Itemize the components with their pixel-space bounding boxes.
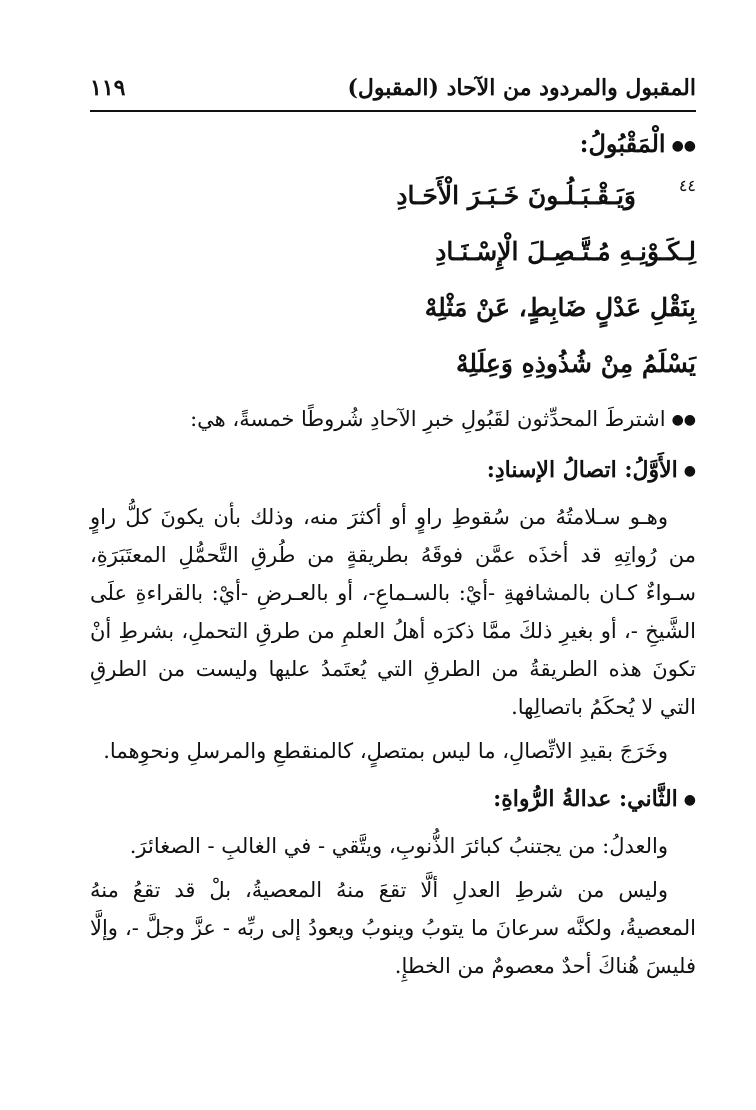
paragraph: وليس من شرطِ العدلِ ألَّا تقعَ منهُ المعصيةُ، بلْ قد تقعُ منهُ المعصيةُ، ولكنَّه سرعانَ ما يتوبُ وينوبُ ويعودُ إلى ربِّه - عزَّ وجلَّ -، وإلَّا فليسَ هُناكَ أحدٌ معصومٌ من الخطإِ. xyxy=(90,877,696,978)
first-condition-title: الأَوَّلُ: اتصالُ الإسنادِ: xyxy=(486,456,678,483)
second-condition-heading xyxy=(90,776,696,823)
page-content xyxy=(90,122,696,991)
verse-line: يَسْلَمُ مِنْ شُذُوذِهِ وَعِلَلِهْ xyxy=(455,348,696,378)
first-condition-heading xyxy=(90,447,696,494)
header-rule xyxy=(90,110,696,112)
verse-line: بِنَقْلِ عَدْلٍ ضَابِطٍ، عَنْ مَثْلِهْ xyxy=(424,292,696,322)
bullet-icon: ● xyxy=(683,791,696,808)
double-bullet-icon: ●● xyxy=(671,411,696,428)
double-bullet-icon: ●● xyxy=(671,137,696,154)
paragraph: وهـو سـلامتُهُ من سُقوطِ راوٍ أو أكثرَ منه، وذلك بأن يكونَ كلُّ راوٍ من رُواتِهِ قد أخذَه عمَّن فوقَهُ بطريقةٍ من طُرقِ التَّحمُّلِ المعتَبَرَةِ، سـواءٌ كـان بالمشافهةِ -أيْ: بالسـماعِ-، أو بالعـرضِ -أيْ: بالقراءةِ علَى الشَّيخِ -، أو بغيرِ ذلكَ ممَّا ذكرَه أهلُ العلمِ من طرقِ التحملِ، بشرطِ أنْ تكونَ هذه الطريقةُ من الطرقِ التي يُعتَمدُ عليها وليست من الطرقِ التي لا يُحكَمُ باتصالِها. xyxy=(90,504,696,719)
section-heading-text: الْمَقْبُولُ: xyxy=(579,129,666,158)
verse-line: وَيَـقْـبَـلُـونَ خَـبَـرَ الْأَحَـادِ xyxy=(396,180,636,210)
intro-text: اشترطَ المحدِّثون لقَبُولِ خبرِ الآحادِ شُروطًا خمسةً، هي: xyxy=(190,406,666,431)
bullet-icon: ● xyxy=(683,462,696,479)
paragraph: وخَرَجَ بقيدِ الاتِّصالِ، ما ليس بمتصلٍ، كالمنقطعِ والمرسلِ ونحوِهما. xyxy=(103,738,668,763)
intro-line xyxy=(90,396,696,443)
running-title: المقبول والمردود من الآحاد (المقبول) xyxy=(347,75,696,101)
section-heading xyxy=(90,122,696,168)
second-condition-title: الثَّاني: عدالةُ الرُّواةِ: xyxy=(493,785,678,812)
page-number: ١١٩ xyxy=(90,75,126,101)
verse-number: ٤٤ xyxy=(678,175,696,195)
verse-block xyxy=(90,168,696,392)
verse-line: لِـكَـوْنِـهِ مُـتَّـصِـلَ الْإِسْـنَـادِ xyxy=(435,236,696,266)
paragraph: والعدلُ: من يجتنبُ كبائرَ الذُّنوبِ، ويتَّقي - في الغالبِ - الصغائرَ. xyxy=(129,833,668,858)
running-header xyxy=(90,68,696,108)
